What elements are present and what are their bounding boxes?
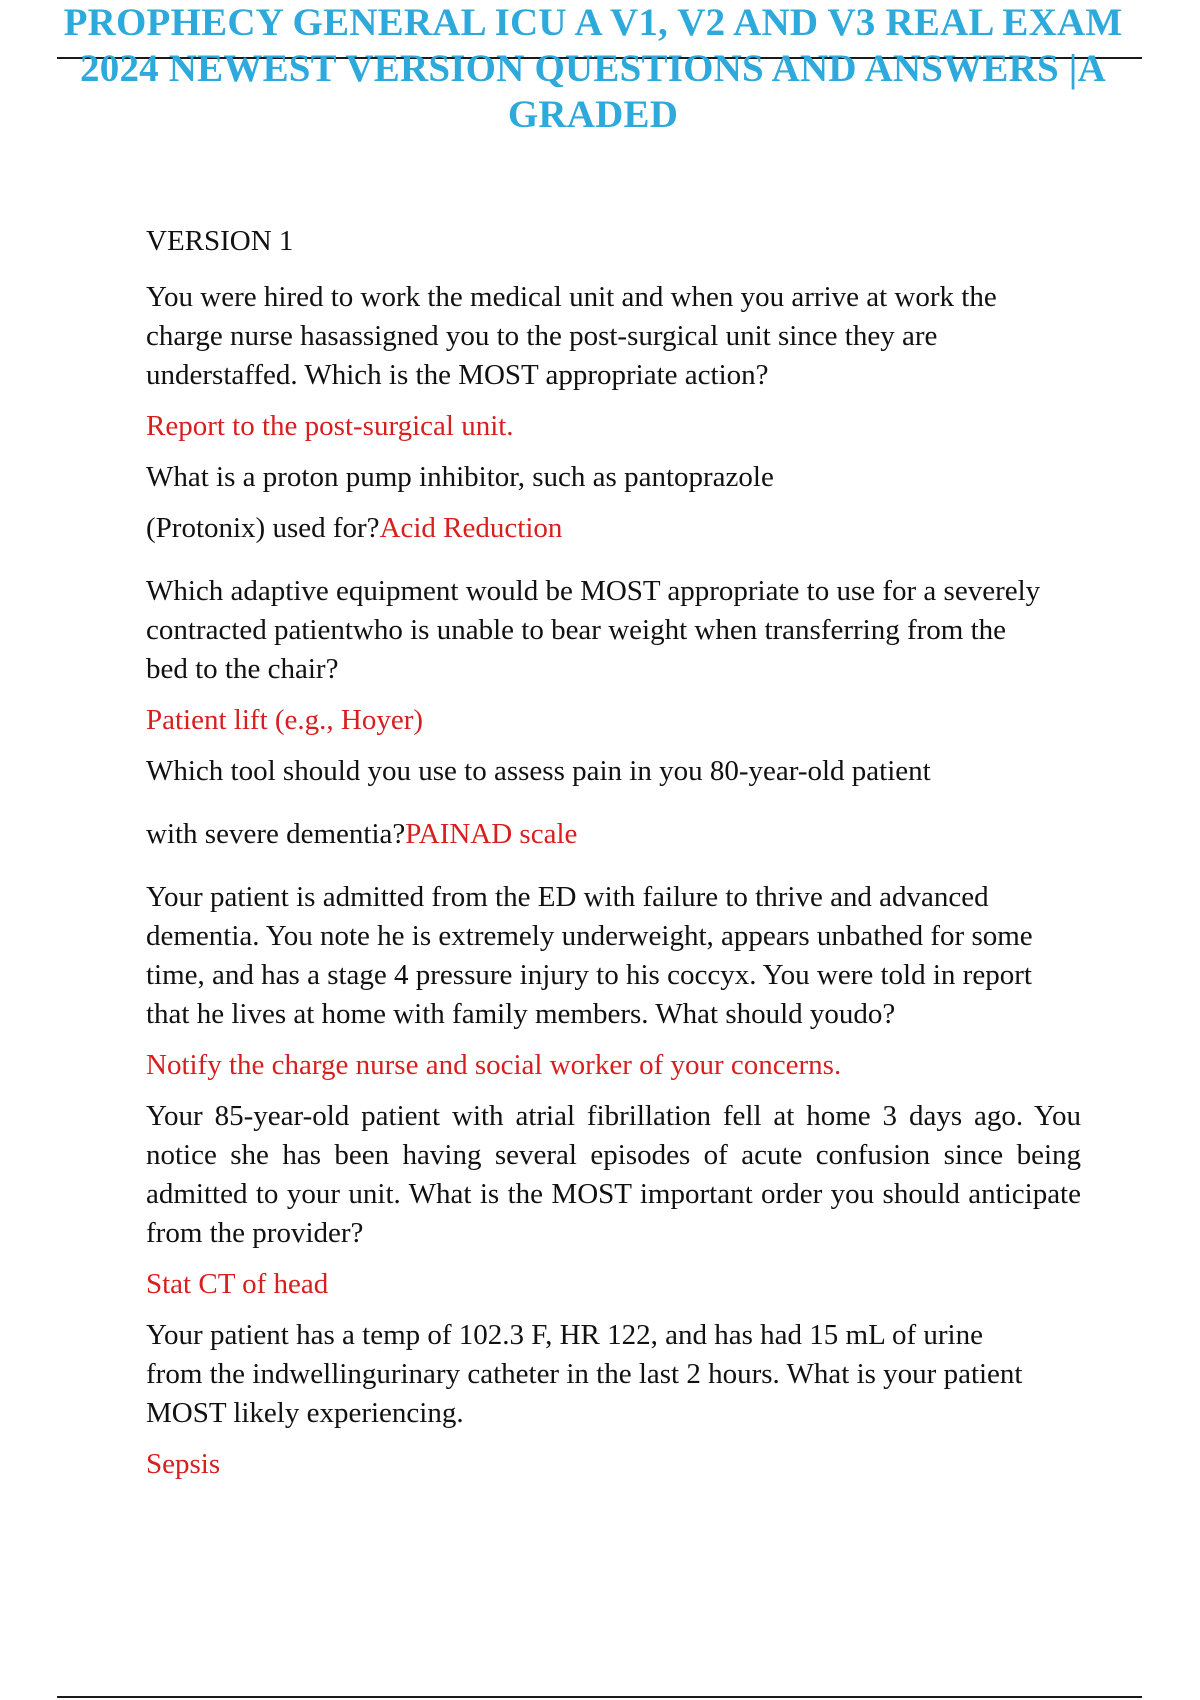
answer-3: Patient lift (e.g., Hoyer): [146, 704, 424, 736]
question-4-line-1: Which tool should you use to assess pain in you 80-year-old patient: [146, 755, 931, 787]
question-4-text: with severe dementia?: [146, 818, 406, 850]
question-6: Your 85-year-old patient with atrial fibrillation fell at home 3 days ago. You notice she has been having several episodes of acute confusion since being admitted to your unit. What is the MOST important order you should anticipate from the provider?: [146, 1100, 1081, 1249]
question-2-line-2: [146, 509, 1086, 548]
question-4-line-2: [146, 815, 1086, 854]
footer-rule: [57, 1696, 1142, 1698]
answer-4: PAINAD scale: [405, 818, 578, 850]
question-3: Which adaptive equipment would be MOST appropriate to use for a severely contracted patientwho is unable to bear weight when transferring from the bed to the chair?: [146, 575, 1041, 685]
answer-7: Sepsis: [146, 1448, 221, 1480]
question-1: You were hired to work the medical unit and when you arrive at work the charge nurse hasassigned you to the post-surgical unit since they are understaffed. Which is the MOST appropriate action?: [146, 281, 997, 391]
question-5: Your patient is admitted from the ED with failure to thrive and advanced dementia. You note he is extremely underweight, appears unbathed for some time, and has a stage 4 pressure injury to his coccyx. You were told in report that he lives at home with family members. What should youdo?: [146, 881, 1033, 1030]
question-7: Your patient has a temp of 102.3 F, HR 122, and has had 15 mL of urine from the indwellingurinary catheter in the last 2 hours. What is your patient MOST likely experiencing.: [146, 1319, 1023, 1429]
answer-6: Stat CT of head: [146, 1268, 329, 1300]
version-label: VERSION 1: [146, 225, 294, 257]
answer-1: Report to the post-surgical unit.: [146, 410, 514, 442]
document-body: [146, 222, 1086, 1496]
answer-5: Notify the charge nurse and social worker of your concerns.: [146, 1049, 842, 1081]
question-2-text: (Protonix) used for?: [146, 512, 380, 544]
question-2-line-1: What is a proton pump inhibitor, such as pantoprazole: [146, 461, 774, 493]
answer-2: Acid Reduction: [379, 512, 563, 544]
document-title: PROPHECY GENERAL ICU A V1, V2 AND V3 REAL EXAM 2024 NEWEST VERSION QUESTIONS AND ANSWERS |A GRADED: [63, 1, 1123, 136]
